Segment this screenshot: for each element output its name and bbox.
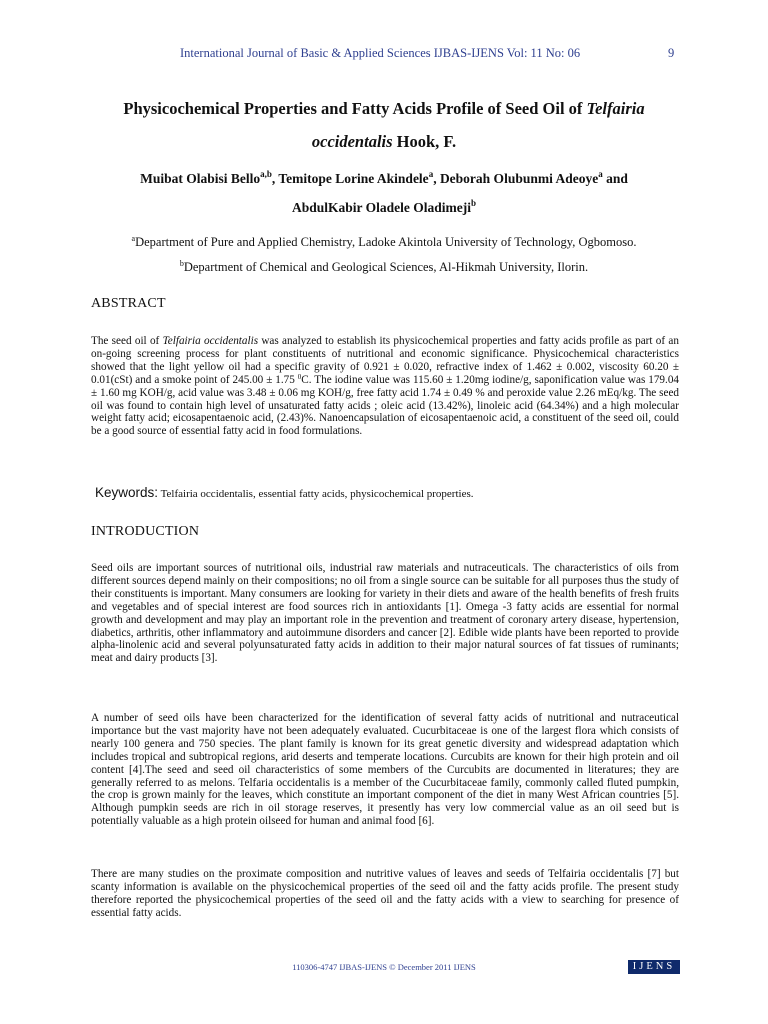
title-species: occidentalis — [311, 132, 393, 151]
keywords-text: Telfairia occidentalis, essential fatty acids, physicochemical properties. — [158, 488, 474, 500]
introduction-heading: INTRODUCTION — [91, 524, 200, 539]
author-and: and — [602, 171, 628, 186]
title-part2: Hook, F. — [392, 132, 457, 151]
abstract-text: C. The iodine value was 115.60 ± 1.20mg iodine/g, saponification value was 179.04 ± 1.60 mg KOH/g, acid value was 3.48 ± 0.06 mg KOH/g, free fatty acid 1.74 ± 0.49 % and peroxide value 2.26 mEq/kg. The seed oil was found to contain high level of unsaturated fatty acids ; oleic acid (13.42%), linoleic acid (64.34%) and a high molecular weight fatty acid; eicosapentaenoic acid, (2.43)%. Nanoencapsulation of eicosapentaenoic acid, a constituent of the seed oil, could be a good source of essential fatty acid in food formulations. — [91, 373, 680, 438]
author-name: Muibat Olabisi Bello — [140, 171, 261, 186]
journal-name: International Journal of Basic & Applied Sciences IJBAS-IJENS Vol: 11 No: 06 — [180, 46, 581, 60]
introduction-paragraph-2: A number of seed oils have been characterized for the identification of several fatty acids of nutritional and nutraceutical importance but the vast majority have not been adequately evaluated. Cucurbitaceae is one of the largest flora which consists of nearly 100 genera and 750 species. The plant family is known for its great genetic diversity and widespread adaptation which includes tropical and subtropical regions, arid deserts and temperate locations. Curcubits are known for their high protein and oil content [4].The seed and seed oil characteristics of some members of the Curcubits are documented in literatures; they are generally referred to as melons. Telfaria occidentalis is a member of the Cucurbitaceae family, commonly called fluted pumpkin, the crop is grown mainly for the leaves, which constitute an important component of the diet in many West African countries [5]. Although pumpkin seeds are rich in oil storage reserves, it presently has very low commercial value as an oil seed but is potentially valuable as a high protein oilseed for human and animal food [6]. — [91, 712, 679, 828]
title-genus: Telfairia — [586, 99, 645, 118]
author-sup: b — [471, 198, 477, 208]
ijens-logo: IJENS — [628, 960, 680, 974]
affiliation-b — [60, 260, 708, 275]
author-name: , Deborah Olubunmi Adeoye — [433, 171, 599, 186]
author-name: , Temitope Lorine Akindele — [271, 171, 429, 186]
keywords-label: Keywords: — [95, 485, 159, 500]
degree-sup: 0 — [297, 372, 302, 381]
author-sup: a — [598, 169, 603, 179]
author-sup: a,b — [260, 169, 272, 179]
abstract-heading: ABSTRACT — [91, 296, 166, 311]
affiliation-text: Department of Pure and Applied Chemistry, Ladoke Akintola University of Technology, Ogbomoso. — [135, 235, 637, 249]
abstract-text: was analyzed to establish its physicochemical properties and fatty acids profile as part of an on-going screening process for plant constituents of nutritional and economic significance. Physicochemical characteristics showed that the light yellow oil had a specific gravity of 0.921 ± 0.020, refractive index of 1.462 ± 0.002, viscosity 60.20 ± 0.01(cSt) and a smoke point of 245.00 ± 1.75 — [91, 335, 679, 386]
abstract-lead: The seed oil of — [91, 335, 163, 347]
paper-title — [60, 92, 708, 158]
introduction-paragraph-1: Seed oils are important sources of nutritional oils, industrial raw materials and nutraceuticals. The characteristics of oils from different sources depend mainly on their compositions; no oil from a single source can be suitable for all purposes thus the study of their constituents is important. Many consumers are looking for variety in their diets and aware of the health benefits of fresh fruits and vegetables and of special interest are food sources rich in antioxidants [1]. Omega -3 fatty acids are essential for normal growth and development and may play an important role in the prevention and treatment of coronary artery disease, hypertension, diabetics, arthritis, other inflammatory and autoimmune disorders and cancer [2]. Edible wide plants have been reported to provide alpha-linolenic acid and several polyunsaturated fatty acids in addition to their major natural sources of fat tissues of ruminants; meat and dairy products [3]. — [91, 562, 679, 665]
affiliation-sup: b — [179, 259, 184, 268]
author-list — [60, 164, 708, 222]
title-part1: Physicochemical Properties and Fatty Acids Profile of Seed Oil of — [123, 99, 587, 118]
page-number: 9 — [668, 46, 675, 60]
author-sup: a — [428, 169, 434, 179]
abstract-paragraph — [91, 335, 679, 438]
keywords-line — [95, 485, 474, 500]
footer-text: 110306-4747 IJBAS-IJENS © December 2011 IJENS — [292, 962, 476, 972]
introduction-paragraph-3: There are many studies on the proximate composition and nutritive values of leaves and seeds of Telfairia occidentalis [7] but scanty information is available on the physicochemical properties of the seed oil and the fatty acids profile. The present study therefore reported the physicochemical properties of the seed oil and the fatty acids with a view to searching for presence of essential fatty acids. — [91, 868, 679, 919]
author-name: AbdulKabir Oladele Oladimeji — [291, 200, 471, 215]
affiliation-sup: a — [131, 234, 136, 243]
abstract-species: Telfairia occidentalis — [162, 335, 259, 347]
affiliation-text: Department of Chemical and Geological Sciences, Al-Hikmah University, Ilorin. — [183, 260, 589, 274]
affiliation-a — [60, 235, 708, 250]
